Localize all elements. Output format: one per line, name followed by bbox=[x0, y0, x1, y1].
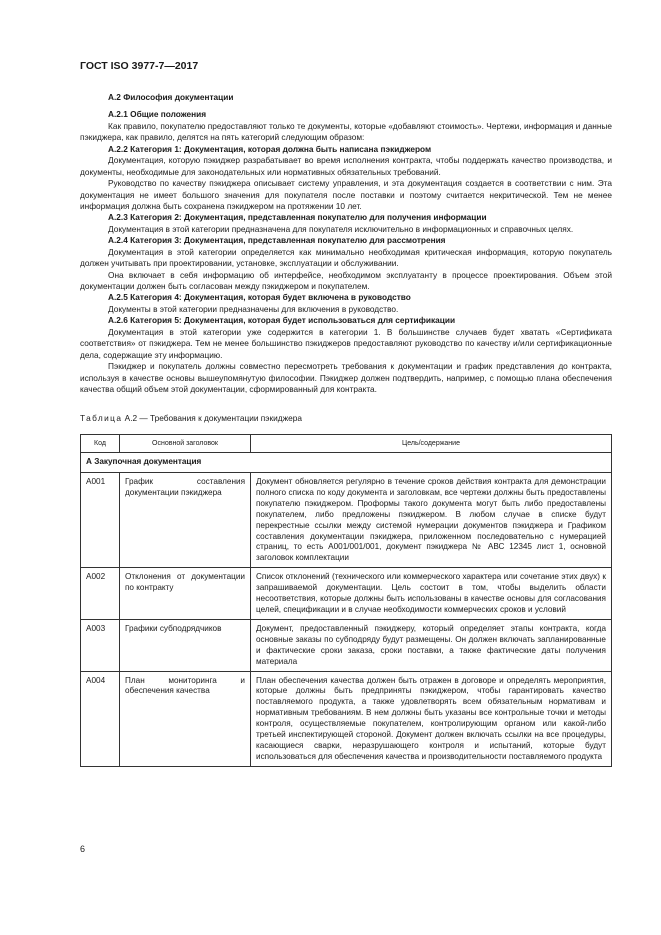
row-title: Графики субподрядчиков bbox=[120, 619, 251, 671]
paragraph: Документация, которую пэкиджер разрабатывает во время исполнения контракта, чтобы поддержать качество производства, и документы, необходимые для законодательных или нормативных обязательных требований. bbox=[80, 155, 612, 177]
document-body bbox=[80, 90, 612, 767]
subsection-title: А.2.4 Категория 3: Документация, представленная покупателю для рассмотрения bbox=[108, 235, 446, 246]
table-caption bbox=[80, 413, 612, 424]
section-title: А.2 Философия документации bbox=[108, 92, 234, 102]
row-title: Отклонения от документации по контракту bbox=[120, 568, 251, 620]
section-a-title: А Закупочная документация bbox=[81, 453, 612, 473]
paragraph: Как правило, покупателю предоставляют только те документы, которые «добавляют стоимость». Чертежи, информация и данные пэкиджера, как правило, делятся на пять категорий следующим образом: bbox=[80, 120, 612, 143]
row-code: А003 bbox=[81, 619, 120, 671]
table-row bbox=[81, 568, 612, 620]
row-code: А001 bbox=[81, 473, 120, 568]
paragraph: Руководство по качеству пэкиджера описывает систему управления, и эта документация создается в соответствии с ним. Эта документация не имеет большого значения для покупателя после поставки и поэтому считается некритической. Тем не менее информация должна быть сохранена пэкиджером на протяжении 10 лет. bbox=[80, 178, 612, 211]
table-row bbox=[81, 473, 612, 568]
row-purpose: Документ обновляется регулярно в течение сроков действия контракта для демонстрации полного списка по коду документа и заголовкам, все чертежи должны быть предоставлены покупателю пэкиджером. Проформы такого документа могут быть либо предоставлены покупателем, либо предложены пэкиджером. В любом случае в списке будут перекрестные ссылки между системой нумерации документов пэкиджера и Графиком составления документации пэкиджера, приложенном последовательно с нумерацией страниц, то есть А001/001/001, документ пэкиджера № АВС 12345 лист 1, основной заголовок комплектации bbox=[251, 473, 612, 568]
row-title: График составления документации пэкиджера bbox=[120, 473, 251, 568]
page-number: 6 bbox=[80, 844, 86, 854]
subsection-title: А.2.2 Категория 1: Документация, которая должна быть написана пэкиджером bbox=[108, 143, 432, 154]
header-code: Код bbox=[81, 434, 120, 452]
paragraph: Документация в этой категории уже содержится в категории 1. В большинстве случаев будет хватать «Сертификата соответствия» от пэкиджера. Тем не менее большинство пэкиджеров предоставляют руководство по качеству и/или сертификационные дела, содержащие эту информацию. bbox=[80, 326, 612, 360]
paragraph: Документация в этой категории предназначена для покупателя исключительно в информационных и справочных целях. bbox=[108, 223, 574, 234]
subsection-title: А.2.6 Категория 5: Документация, которая будет использоваться для сертификации bbox=[108, 315, 456, 326]
paragraph: Документы в этой категории предназначены для включения в руководство. bbox=[108, 303, 399, 314]
table-section-row bbox=[81, 453, 612, 473]
row-purpose: Список отклонений (технического или коммерческого характера или сочетание этих двух) к запрашиваемой документации. Цель состоит в том, чтобы выделить области несоответствия, которые должны быть использованы в качестве основы для согласования целей, спецификации и в случае необходимости коммерческих сроков и условий bbox=[251, 568, 612, 620]
header-purpose: Цель/содержание bbox=[251, 434, 612, 452]
paragraph: Пэкиджер и покупатель должны совместно пересмотреть требования к документации и график представления до контракта, используя в качестве основы вышеупомянутую философии. Пэкиджер должен подтвердить, например, с помощью плана обеспечения качества общий объем этой документации, сформированный для контракта. bbox=[80, 361, 612, 394]
table-header-row bbox=[81, 434, 612, 452]
row-purpose: Документ, предоставленный пэкиджеру, который определяет этапы контракта, когда основные заказы по субподряду будут размещены. Он должен включать запланированные и фактические сроки заказа, сроки поставки, а также фактические даты получения материала bbox=[251, 619, 612, 671]
row-purpose: План обеспечения качества должен быть отражен в договоре и определять мероприятия, которые должны быть предприняты пэкиджером, чтобы гарантировать качество поставляемого продукта, а также удовлетворять всем обязательным нормативам и нормативным требованиям. В нем должны быть указаны все контрольные точки и методы контроля, осуществляемые покупателем, контролирующим органом или какой-либо третьей инспектирующей стороной. Документ должен включать ссылки на все процедуры, касающиеся сварки, неразрушающего контроля и испытаний, которые будут использоваться для обеспечения качества и производительности поставляемого продукта bbox=[251, 671, 612, 766]
paragraph: Документация в этой категории определяется как минимально необходимая критическая информация, которую покупатель должен учитывать при проектировании, установке, эксплуатации и обслуживании. bbox=[80, 246, 612, 269]
page-header: ГОСТ ISO 3977-7—2017 bbox=[80, 60, 199, 72]
table-caption-text: А.2 — Требования к документации пэкиджера bbox=[124, 413, 303, 424]
table-caption-label: Таблица bbox=[80, 413, 123, 424]
table-row bbox=[81, 619, 612, 671]
requirements-table bbox=[80, 434, 612, 767]
subsection-title: А.2.3 Категория 2: Документация, представленная покупателю для получения информации bbox=[108, 212, 487, 223]
row-code: А004 bbox=[81, 671, 120, 766]
row-code: А002 bbox=[81, 568, 120, 620]
table-row bbox=[81, 671, 612, 766]
subsection-title: А.2.5 Категория 4: Документация, которая будет включена в руководство bbox=[108, 292, 411, 303]
row-title: План мониторинга и обеспечения качества bbox=[120, 671, 251, 766]
subsection-title: А.2.1 Общие положения bbox=[108, 109, 207, 120]
header-title: Основной заголовок bbox=[120, 434, 251, 452]
paragraph: Она включает в себя информацию об интерфейсе, необходимом эксплуатанту в процессе проектирования. Объем этой документации должен быть согласован между пэкиджером и покупателем. bbox=[80, 269, 612, 291]
